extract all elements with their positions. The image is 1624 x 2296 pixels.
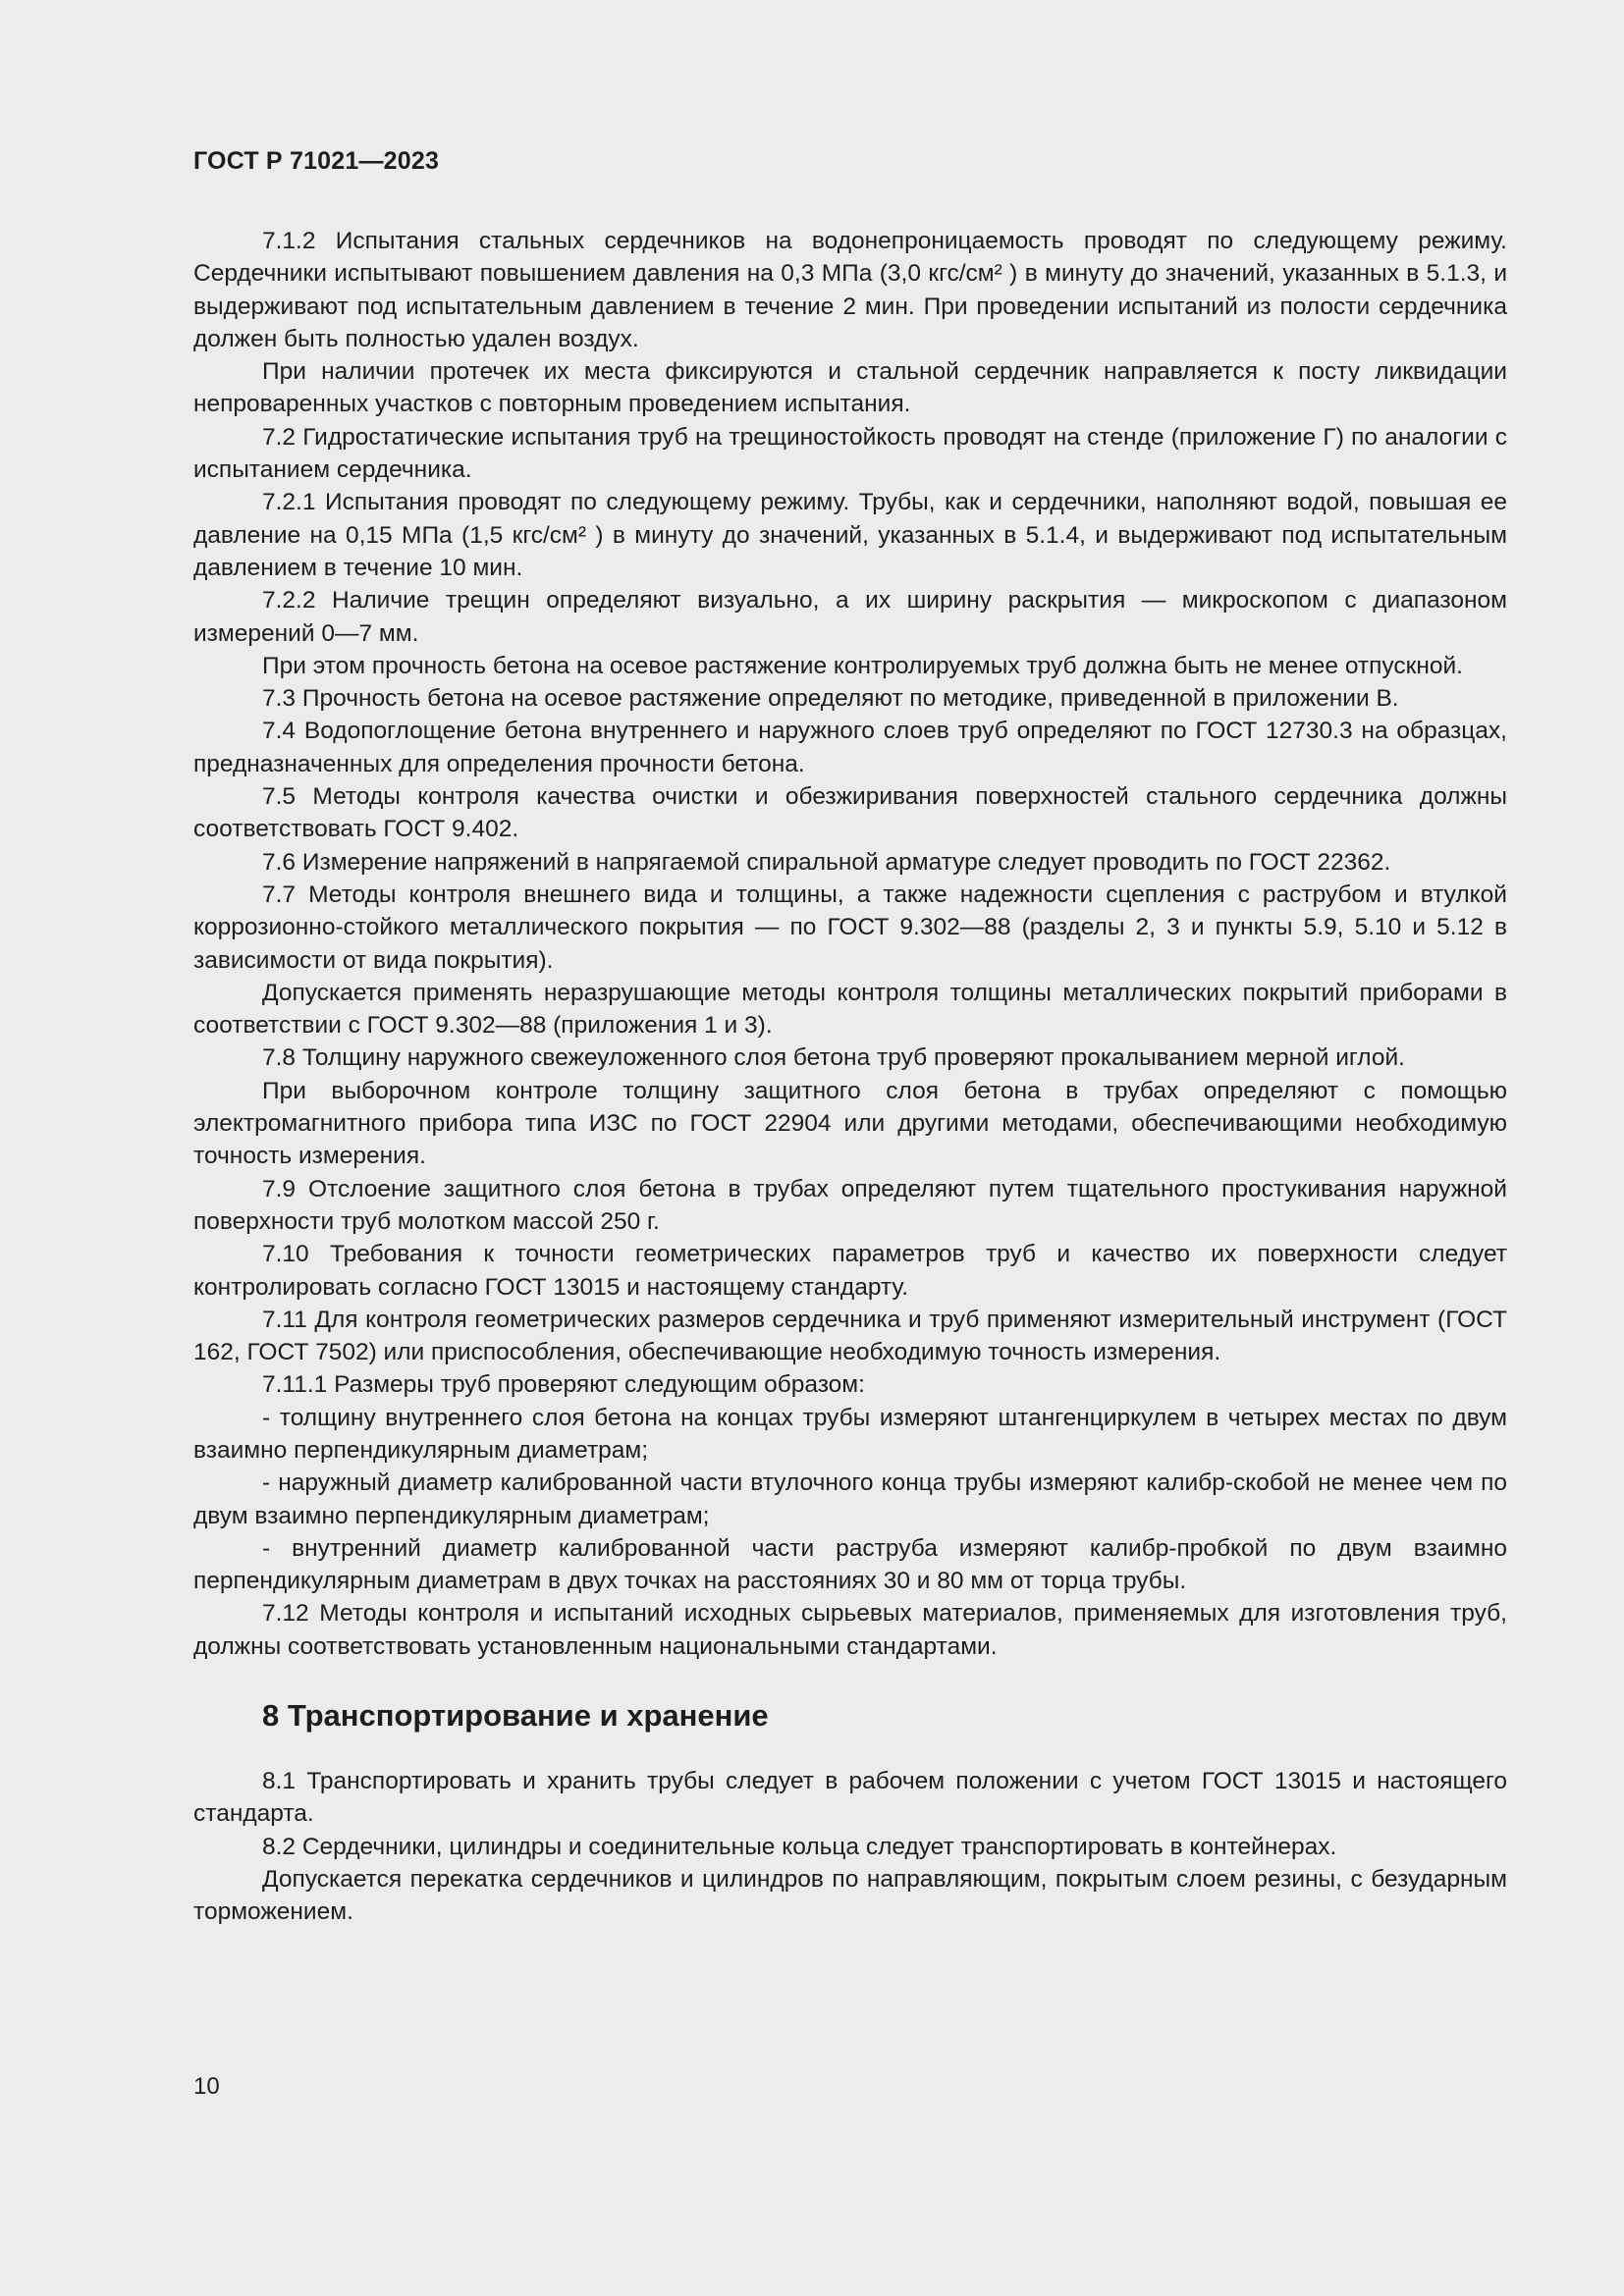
document-body — [193, 225, 1507, 1929]
document-code-header: ГОСТ Р 71021—2023 — [193, 147, 440, 175]
paragraph-7-2-2: 7.2.2 Наличие трещин определяют визуально, а их ширину раскрытия — микроскопом с диапазоном измерений 0—7 мм. — [193, 587, 1507, 647]
page-number: 10 — [193, 2073, 220, 2100]
paragraph-7-8: 7.8 Толщину наружного свежеуложенного слоя бетона труб проверяют прокалыванием мерной иглой. — [262, 1044, 1405, 1072]
paragraph-7-4: 7.4 Водопоглощение бетона внутреннего и наружного слоев труб определяют по ГОСТ 12730.3 на образцах, предназначенных для определения прочности бетона. — [193, 718, 1507, 777]
paragraph-7-6: 7.6 Измерение напряжений в напрягаемой спиральной арматуре следует проводить по ГОСТ 22362. — [262, 848, 1391, 876]
paragraph-8-2: 8.2 Сердечники, цилиндры и соединительные кольца следует транспортировать в контейнерах. — [262, 1833, 1337, 1860]
paragraph-7-3: 7.3 Прочность бетона на осевое растяжение определяют по методике, приведенной в приложении В. — [262, 685, 1399, 713]
paragraph-leaks: При наличии протечек их места фиксируются и стальной сердечник направляется к посту ликвидации непроваренных участков с повторным проведением испытания. — [193, 358, 1507, 418]
paragraph-nondestructive: Допускается применять неразрушающие методы контроля толщины металлических покрытий приборами в соответствии с ГОСТ 9.302—88 (приложения 1 и 3). — [193, 979, 1507, 1040]
list-item-inner-layer: - толщину внутреннего слоя бетона на концах трубы измеряют штангенциркулем в четырех местах по двум взаимно перпендикулярным диаметрам; — [193, 1404, 1507, 1464]
paragraph-selective-control: При выборочном контроле толщину защитного слоя бетона в трубах определяют с помощью электромагнитного прибора типа ИЗС по ГОСТ 22904 или другими методами, обеспечивающими необходимую точность измерения. — [193, 1077, 1507, 1170]
paragraph-7-11: 7.11 Для контроля геометрических размеров сердечника и труб применяют измерительный инструмент (ГОСТ 162, ГОСТ 7502) или приспособления, обеспечивающие необходимую точность измерения. — [193, 1306, 1507, 1366]
paragraph-7-11-1: 7.11.1 Размеры труб проверяют следующим образом: — [262, 1371, 865, 1399]
paragraph-7-12: 7.12 Методы контроля и испытаний исходных сырьевых материалов, применяемых для изготовления труб, должны соответствовать установленным национальными стандартами. — [193, 1600, 1507, 1660]
paragraph-7-7: 7.7 Методы контроля внешнего вида и толщины, а также надежности сцепления с раструбом и втулкой коррозионно-стойкого металлического покрытия — по ГОСТ 9.302—88 (разделы 2, 3 и пункты 5.9, 5.10 и 5.12 в зависимости от вида покрытия). — [193, 881, 1507, 974]
paragraph-8-1: 8.1 Транспортировать и хранить трубы следует в рабочем положении с учетом ГОСТ 13015 и настоящего стандарта. — [193, 1768, 1507, 1828]
paragraph-7-2: 7.2 Гидростатические испытания труб на трещиностойкость проводят на стенде (приложение Г) по аналогии с испытанием сердечника. — [193, 423, 1507, 484]
paragraph-concrete-strength: При этом прочность бетона на осевое растяжение контролируемых труб должна быть не менее отпускной. — [262, 652, 1463, 679]
paragraph-rolling: Допускается перекатка сердечников и цилиндров по направляющим, покрытым слоем резины, с безударным торможением. — [193, 1865, 1507, 1926]
list-item-outer-diameter: - наружный диаметр калиброванной части втулочного конца трубы измеряют калибр-скобой не менее чем по двум взаимно перпендикулярным диаметрам; — [193, 1469, 1507, 1529]
list-item-inner-diameter: - внутренний диаметр калиброванной части раструба измеряют калибр-пробкой по двум взаимно перпендикулярным диаметрам в двух точках на расстояниях 30 и 80 мм от торца трубы. — [193, 1534, 1507, 1595]
paragraph-7-1-2: 7.1.2 Испытания стальных сердечников на водонепроницаемость проводят по следующему режиму. Сердечники испытывают повышением давления на 0,3 МПа (3,0 кгс/см² ) в минуту до значений, указанных в 5.1.3, и выдерживают под испытательным давлением в течение 2 мин. При проведении испытаний из полости сердечника должен быть полностью удален воздух. — [193, 228, 1507, 352]
paragraph-7-10: 7.10 Требования к точности геометрических параметров труб и качество их поверхности следует контролировать согласно ГОСТ 13015 и настоящему стандарту. — [193, 1241, 1507, 1301]
paragraph-7-2-1: 7.2.1 Испытания проводят по следующему режиму. Трубы, как и сердечники, наполняют водой, повышая ее давление на 0,15 МПа (1,5 кгс/см² ) в минуту до значений, указанных в 5.1.4, и выдерживают под испытательным давлением в течение 10 мин. — [193, 489, 1507, 581]
section-8-heading: 8 Транспортирование и хранение — [262, 1698, 769, 1734]
paragraph-7-5: 7.5 Методы контроля качества очистки и обезжиривания поверхностей стального сердечника должны соответствовать ГОСТ 9.402. — [193, 783, 1507, 843]
paragraph-7-9: 7.9 Отслоение защитного слоя бетона в трубах определяют путем тщательного простукивания наружной поверхности труб молотком массой 250 г. — [193, 1175, 1507, 1235]
